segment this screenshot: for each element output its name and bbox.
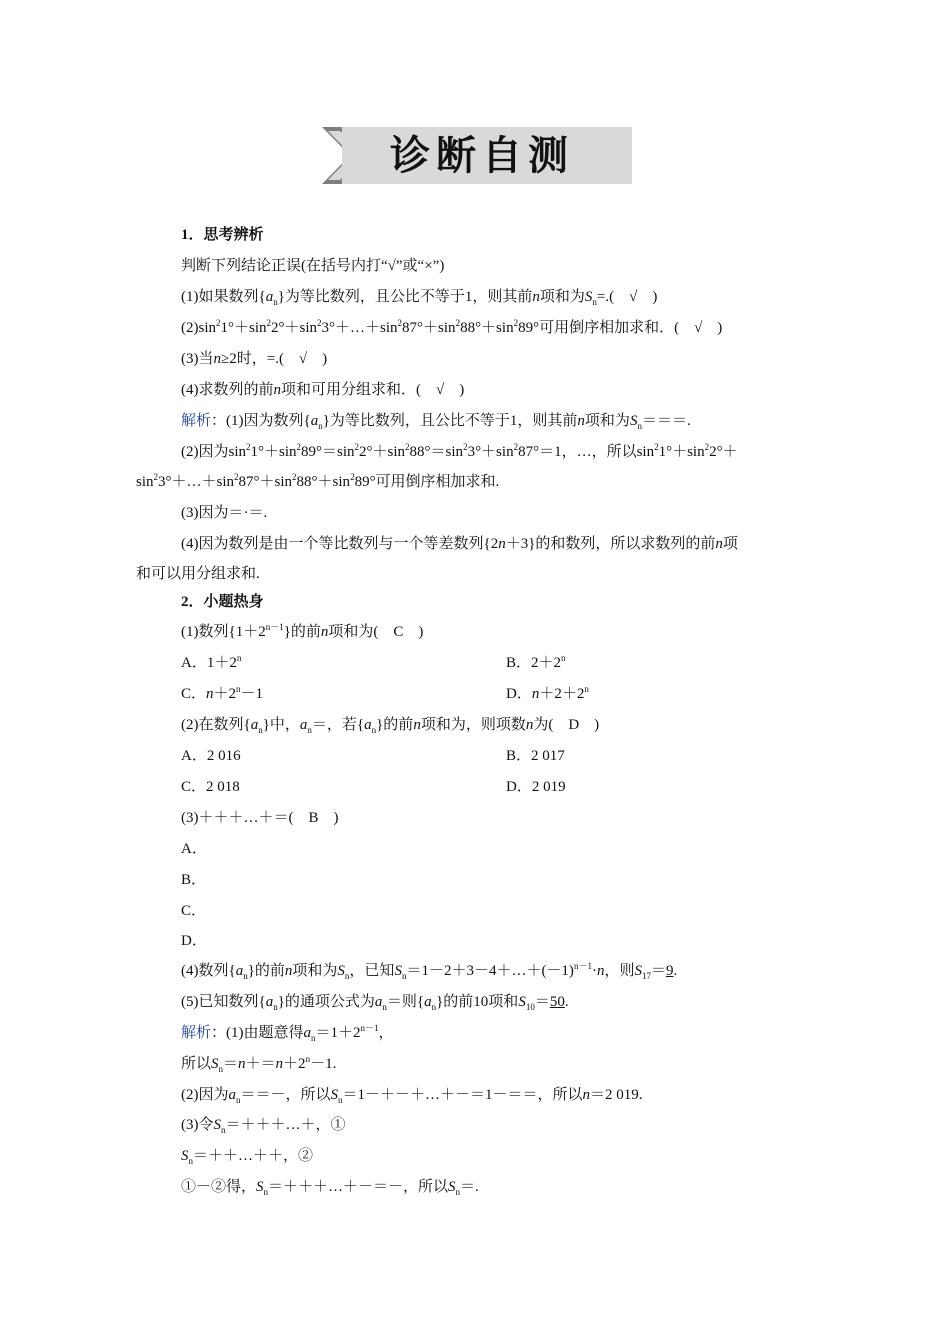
section-banner (322, 127, 632, 184)
q1-answer-2b: $\sin^23^\circ+\dots+\sin^287^\circ+\sin^288^\circ+\sin^289^\circ$可用倒序相加求和. (136, 472, 500, 490)
q2-p2-option-c: C．2 018 (181, 779, 240, 795)
banner-title: 诊断自测 (390, 133, 574, 179)
q2-p1-option-d: D．$n+2+2^n$ (506, 684, 589, 702)
q1-item-1: (1)如果数列$\{a_n\}$为等比数列，且公比不等于1，则其前n项和为$S_n=$.( √ ) (181, 289, 658, 307)
q2-answer-1: 解析：(1)由题意得$a_n=1+2^{n-1}$， (181, 1023, 394, 1043)
q2-p3-option-a: A． (181, 841, 207, 857)
q2-p1-option-a: A．$1+2^n$ (181, 653, 242, 671)
answer-label: 解析 (181, 413, 212, 429)
q1-item-2: $(2)\sin^21^\circ+\sin^22^\circ+\sin^23^\circ+\dots+\sin^287^\circ+\sin^288^\circ+\sin^289^\circ$可用倒序相加求和．( √ ) (181, 318, 723, 336)
q1-answer-4b: 和可以用分组求和. (136, 566, 260, 582)
q2-heading: 2．小题热身 (181, 594, 264, 610)
q1-answer-2a: (2)因为$\sin^21^\circ+\sin^289^\circ=\sin^22^\circ+\sin^288^\circ=\sin^23^\circ+\sin^287^\circ=1$，…，所以$\sin^21^\circ+\sin^22^\circ+$ (181, 442, 738, 460)
q1-item-3: (3)当n≥2时，=.( √ ) (181, 351, 328, 367)
q1-answer-1: 解析：(1)因为数列$\{a_n\}$为等比数列，且公比不等于1，则其前n项和为$S_n===$. (181, 413, 691, 431)
q1-answer-4a: (4)因为数列是由一个等比数列与一个等差数列{2n＋3}的和数列，所以求数列的前n项 (181, 536, 738, 552)
q1-intro: 判断下列结论正误(在括号内打“√”或“×”) (181, 258, 445, 274)
q2-problem-5: (5)已知数列$\{a_n\}$的通项公式为$a_n=$则$\{a_n\}$的前10项和$S_{10}=50$. (181, 994, 569, 1012)
q1-item-4: (4)求数列的前n项和可用分组求和．( √ ) (181, 382, 465, 398)
q2-answer-3b: $S_n=++\dots++$，② (181, 1148, 314, 1166)
q2-p2-option-b: B．2 017 (506, 748, 565, 764)
q2-problem-1: (1)数列$\{1+2^{n-1}\}$的前n项和为( C ) (181, 622, 424, 640)
q1-heading: 1．思考辨析 (181, 227, 264, 243)
q2-p1-option-c: C．$n+2^n-1$ (181, 684, 264, 702)
answer-label: 解析 (181, 1025, 212, 1041)
q2-answer-3c: ①－②得，$S_n=+++\dots+-=-$，所以$S_n=$. (181, 1179, 479, 1197)
q2-p1-option-b: B．$2+2^n$ (506, 653, 566, 671)
q2-p3-option-b: B． (181, 872, 207, 888)
q2-p3-option-c: C． (181, 903, 207, 919)
q2-answer-3a: (3)令$S_n=+++\dots+$，① (181, 1117, 346, 1135)
q1-answer-3: (3)因为＝·＝. (181, 505, 268, 521)
q2-p2-option-d: D．2 019 (506, 779, 566, 795)
q2-answer-1b: 所以$S_n=n+=n+2^n-1$. (181, 1054, 337, 1074)
q2-p3-option-d: D． (181, 933, 207, 949)
q2-p2-option-a: A．2 016 (181, 748, 241, 764)
q2-problem-4: (4)数列$\{a_n\}$的前n项和为$S_n$，已知$S_n=1-2+3-4+\dots+(-1)^{n-1}\cdot n$，则$S_{17}=9$. (181, 961, 678, 981)
q2-answer-2: (2)因为$a_n==-$，所以$S_n=1-+-+\dots+-=1-==$，所以n＝2 019. (181, 1087, 643, 1105)
q2-problem-3: (3)＋＋＋…＋＝( B ) (181, 810, 339, 826)
q2-problem-2: (2)在数列$\{a_n\}$中，$a_n=$，若$\{a_n\}$的前n项和为，则项数n为( D ) (181, 717, 600, 735)
